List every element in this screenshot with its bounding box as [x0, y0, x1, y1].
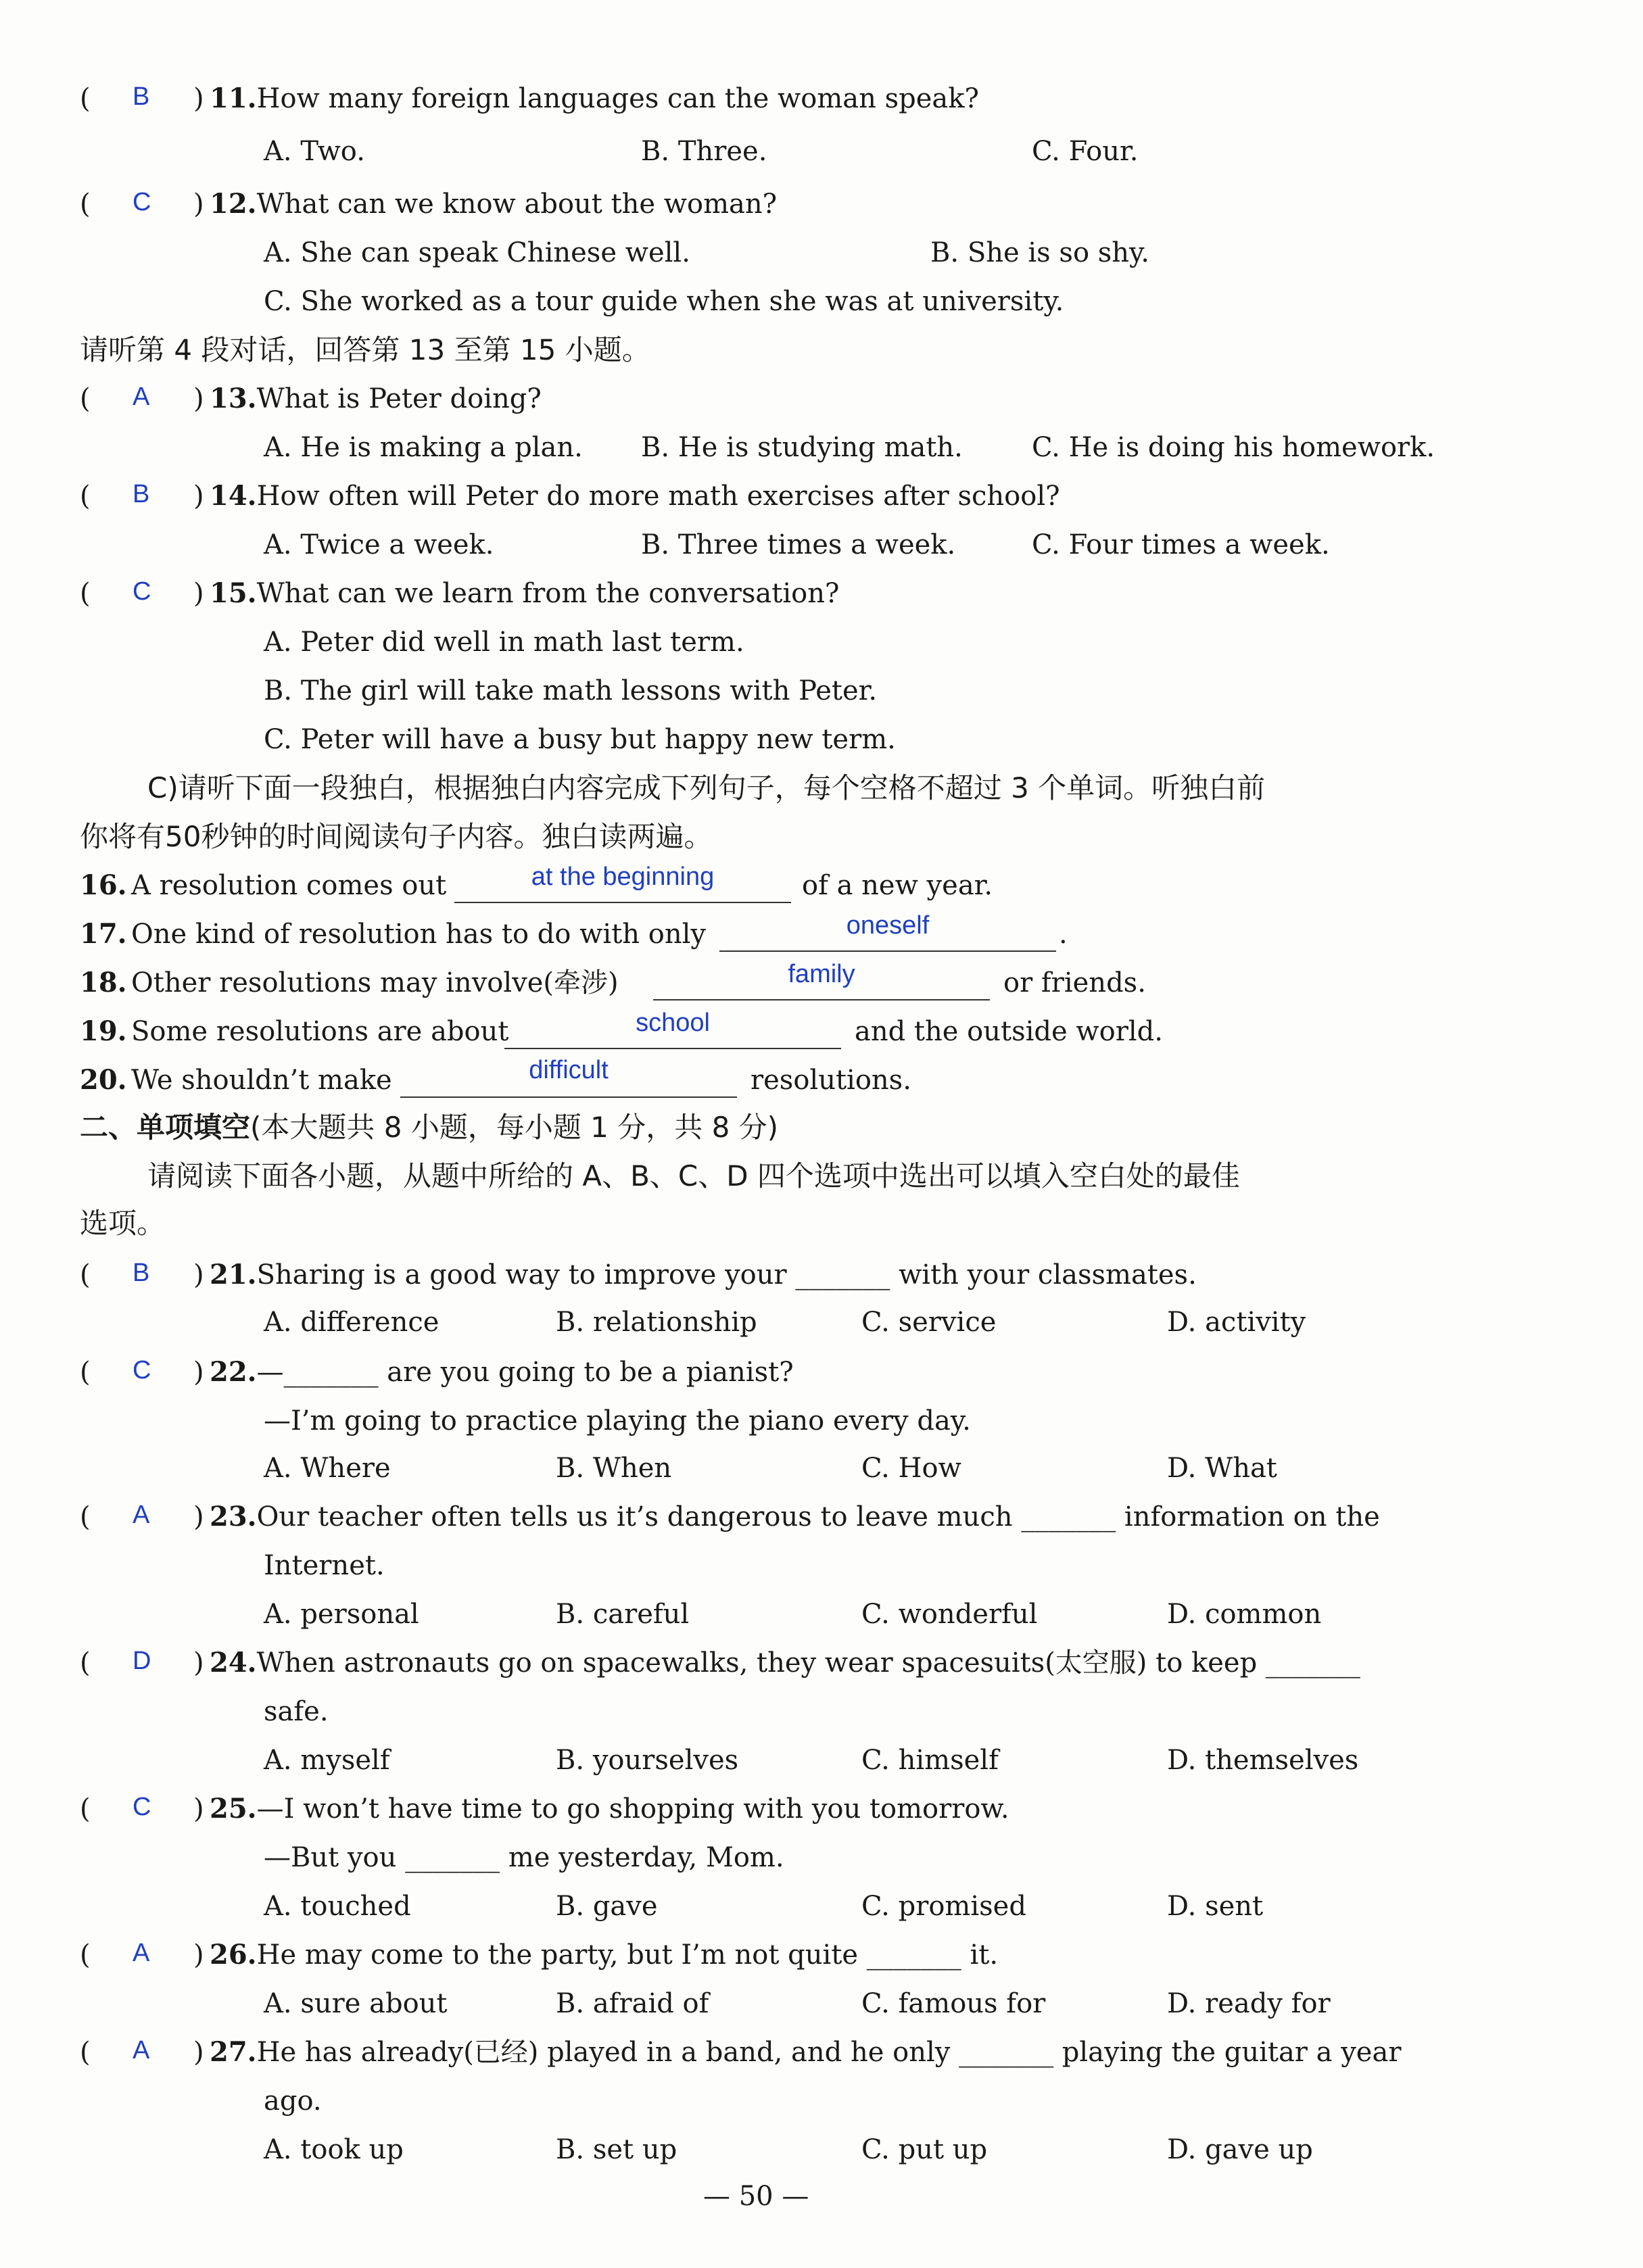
paren-close: )	[193, 1939, 204, 1971]
answer-25: C	[133, 1793, 151, 1821]
option-c: C. famous for	[861, 1988, 1046, 2019]
part2-title: 二、单项填空	[80, 1111, 251, 1144]
option-c: C. Four times a week.	[1032, 529, 1330, 560]
option-a: A. touched	[264, 1891, 411, 1922]
sentence-before: A resolution comes out	[131, 870, 447, 901]
answer-13: A	[133, 383, 150, 411]
option-a: A. He is making a plan.	[264, 432, 583, 463]
paren-close: )	[193, 1357, 204, 1388]
question-26-text: 26.He may come to the party, but I’m not quite _______ it.	[210, 1939, 999, 1971]
answer-21: B	[133, 1259, 150, 1287]
question-stem: How many foreign languages can the woman speak?	[256, 83, 979, 114]
paren-close: )	[193, 2037, 204, 2068]
question-line2: —But you _______ me yesterday, Mom.	[264, 1842, 784, 1873]
paren-close: )	[193, 1501, 204, 1533]
part2-instruction-1: 请阅读下面各小题，从题中所给的 A、B、C、D 四个选项中选出可以填入空白处的最佳	[147, 1159, 1240, 1192]
option-c: C. He is doing his homework.	[1032, 432, 1435, 463]
sentence-after: of a new year.	[802, 870, 993, 901]
sentence-after: and the outside world.	[855, 1016, 1163, 1047]
answer-14: B	[133, 480, 150, 508]
question-22-text: 22.—_______ are you going to be a pianist?	[210, 1356, 794, 1388]
paren-open: (	[80, 578, 91, 609]
filled-answer-16: at the beginning	[531, 863, 715, 891]
paren-close: )	[193, 189, 204, 220]
paren-open: (	[80, 1357, 91, 1388]
option-b: B. yourselves	[556, 1745, 739, 1776]
blank-line	[653, 999, 990, 1000]
answer-24: D	[133, 1647, 151, 1675]
option-d: D. What	[1167, 1453, 1277, 1484]
part2-heading	[80, 1107, 778, 1148]
paren-open: (	[80, 2037, 91, 2068]
option-b: B. He is studying math.	[641, 432, 963, 463]
option-a: A. difference	[264, 1307, 439, 1338]
question-23-text: 23.Our teacher often tells us it’s dangerous to leave much _______ information on the	[210, 1501, 1380, 1533]
option-b: B. careful	[556, 1599, 690, 1630]
option-d: D. sent	[1167, 1891, 1264, 1922]
option-b: B. set up	[556, 2134, 677, 2165]
question-12-text	[210, 185, 777, 223]
answer-26: A	[133, 1939, 150, 1967]
option-d: D. activity	[1167, 1307, 1306, 1338]
option-b: B. She is so shy.	[930, 237, 1150, 268]
option-b: B. Three times a week.	[641, 529, 956, 560]
answer-11: B	[133, 82, 150, 111]
sentence-after: resolutions.	[751, 1065, 911, 1096]
option-c: C. How	[861, 1453, 961, 1484]
paren-open: (	[80, 1939, 91, 1971]
blank-line	[719, 950, 1056, 952]
blank-line	[400, 1096, 737, 1098]
option-c: C. She worked as a tour guide when she was at university.	[264, 286, 1064, 317]
option-d: D. gave up	[1167, 2134, 1313, 2165]
option-d: D. ready for	[1167, 1988, 1331, 2019]
option-b: B. When	[556, 1453, 672, 1484]
question-11-text	[210, 80, 979, 118]
sentence-after: .	[1059, 919, 1068, 950]
paren-open: (	[80, 383, 91, 414]
answer-15: C	[133, 577, 151, 606]
option-a: A. personal	[264, 1599, 419, 1630]
question-21-text: 21.Sharing is a good way to improve your _______ with your classmates.	[210, 1259, 1197, 1290]
option-a: A. Peter did well in math last term.	[264, 627, 744, 658]
part2-note: (本大题共 8 小题，每小题 1 分，共 8 分)	[250, 1111, 779, 1144]
paren-close: )	[193, 1259, 204, 1290]
option-b: B. Three.	[641, 136, 767, 167]
section-c-instruction-2: 你将有50秒钟的时间阅读句子内容。独白读两遍。	[80, 820, 713, 853]
question-line2: Internet.	[264, 1550, 385, 1581]
question-number: 18.	[80, 967, 127, 998]
option-c: C. Peter will have a busy but happy new term.	[264, 724, 896, 755]
section4-intro: 请听第 4 段对话，回答第 13 至第 15 小题。	[80, 333, 650, 366]
paren-open: (	[80, 481, 91, 512]
option-d: D. common	[1167, 1599, 1322, 1630]
blank-line	[454, 902, 791, 903]
paren-close: )	[193, 83, 204, 114]
answer-22: C	[133, 1356, 151, 1384]
question-line2: safe.	[264, 1696, 329, 1727]
option-a: A. took up	[264, 2134, 404, 2165]
option-a: A. myself	[264, 1745, 390, 1776]
paren-close: )	[193, 383, 204, 414]
question-number: 19.	[80, 1015, 127, 1047]
option-d: D. themselves	[1167, 1745, 1359, 1776]
sentence-before: We shouldn’t make	[131, 1065, 392, 1096]
page-number: — 50 —	[703, 2181, 809, 2212]
question-stem: What can we know about the woman?	[256, 189, 778, 220]
option-b: B. The girl will take math lessons with Peter.	[264, 675, 878, 706]
section-c-instruction-1: C)请听下面一段独白，根据独白内容完成下列句子，每个空格不超过 3 个单词。听独白前	[147, 771, 1266, 804]
option-c: C. put up	[861, 2134, 988, 2165]
option-c: C. Four.	[1032, 136, 1139, 167]
option-b: B. gave	[556, 1891, 658, 1922]
sentence-after: or friends.	[1003, 967, 1146, 998]
sentence-before: One kind of resolution has to do with only	[131, 919, 706, 950]
option-c: C. himself	[861, 1745, 999, 1776]
question-number: 17.	[80, 918, 127, 950]
question-27-text: 27.He has already(已经) played in a band, and he only _______ playing the guitar a year	[210, 2036, 1402, 2068]
paren-close: )	[193, 481, 204, 512]
question-line2: —I’m going to practice playing the piano every day.	[264, 1405, 971, 1437]
option-c: C. service	[861, 1307, 997, 1338]
answer-23: A	[133, 1501, 150, 1529]
answer-12: C	[133, 188, 151, 216]
question-24-text: 24.When astronauts go on spacewalks, they wear spacesuits(太空服) to keep _______	[210, 1647, 1360, 1679]
paren-open: (	[80, 1501, 91, 1533]
question-25-text: 25.—I won’t have time to go shopping with you tomorrow.	[210, 1793, 1009, 1825]
part2-instruction-2: 选项。	[80, 1207, 166, 1240]
question-number: 20.	[80, 1064, 127, 1096]
filled-answer-18: family	[788, 960, 855, 988]
paren-open: (	[80, 1647, 91, 1679]
paren-open: (	[80, 1259, 91, 1290]
filled-answer-17: oneself	[846, 911, 930, 940]
filled-answer-20: difficult	[529, 1056, 609, 1084]
question-number: 16.	[80, 869, 127, 901]
question-line2: ago.	[264, 2085, 322, 2117]
filled-answer-19: school	[636, 1009, 710, 1037]
option-b: B. relationship	[556, 1307, 757, 1338]
question-14-text: 14.How often will Peter do more math exercises after school?	[210, 480, 1060, 512]
blank-line	[504, 1048, 841, 1049]
question-13-text: 13.What is Peter doing?	[210, 383, 542, 414]
question-number: 12.	[210, 188, 257, 220]
question-15-text: 15.What can we learn from the conversation?	[210, 577, 840, 609]
option-a: A. Twice a week.	[264, 529, 494, 560]
option-c: C. promised	[861, 1891, 1026, 1922]
paren-open: (	[80, 83, 91, 114]
sentence-before: Some resolutions are about	[131, 1016, 509, 1047]
sentence-before: Other resolutions may involve(牵涉)	[131, 967, 619, 998]
paren-close: )	[193, 1647, 204, 1679]
paren-open: (	[80, 1793, 91, 1825]
answer-27: A	[133, 2036, 150, 2065]
option-a: A. sure about	[264, 1988, 448, 2019]
question-number: 11.	[210, 82, 257, 114]
option-a: A. She can speak Chinese well.	[264, 237, 690, 268]
option-a: A. Two.	[264, 136, 365, 167]
option-b: B. afraid of	[556, 1988, 709, 2019]
paren-open: (	[80, 189, 91, 220]
paren-close: )	[193, 1793, 204, 1825]
option-a: A. Where	[264, 1453, 391, 1484]
paren-close: )	[193, 578, 204, 609]
option-c: C. wonderful	[861, 1599, 1038, 1630]
